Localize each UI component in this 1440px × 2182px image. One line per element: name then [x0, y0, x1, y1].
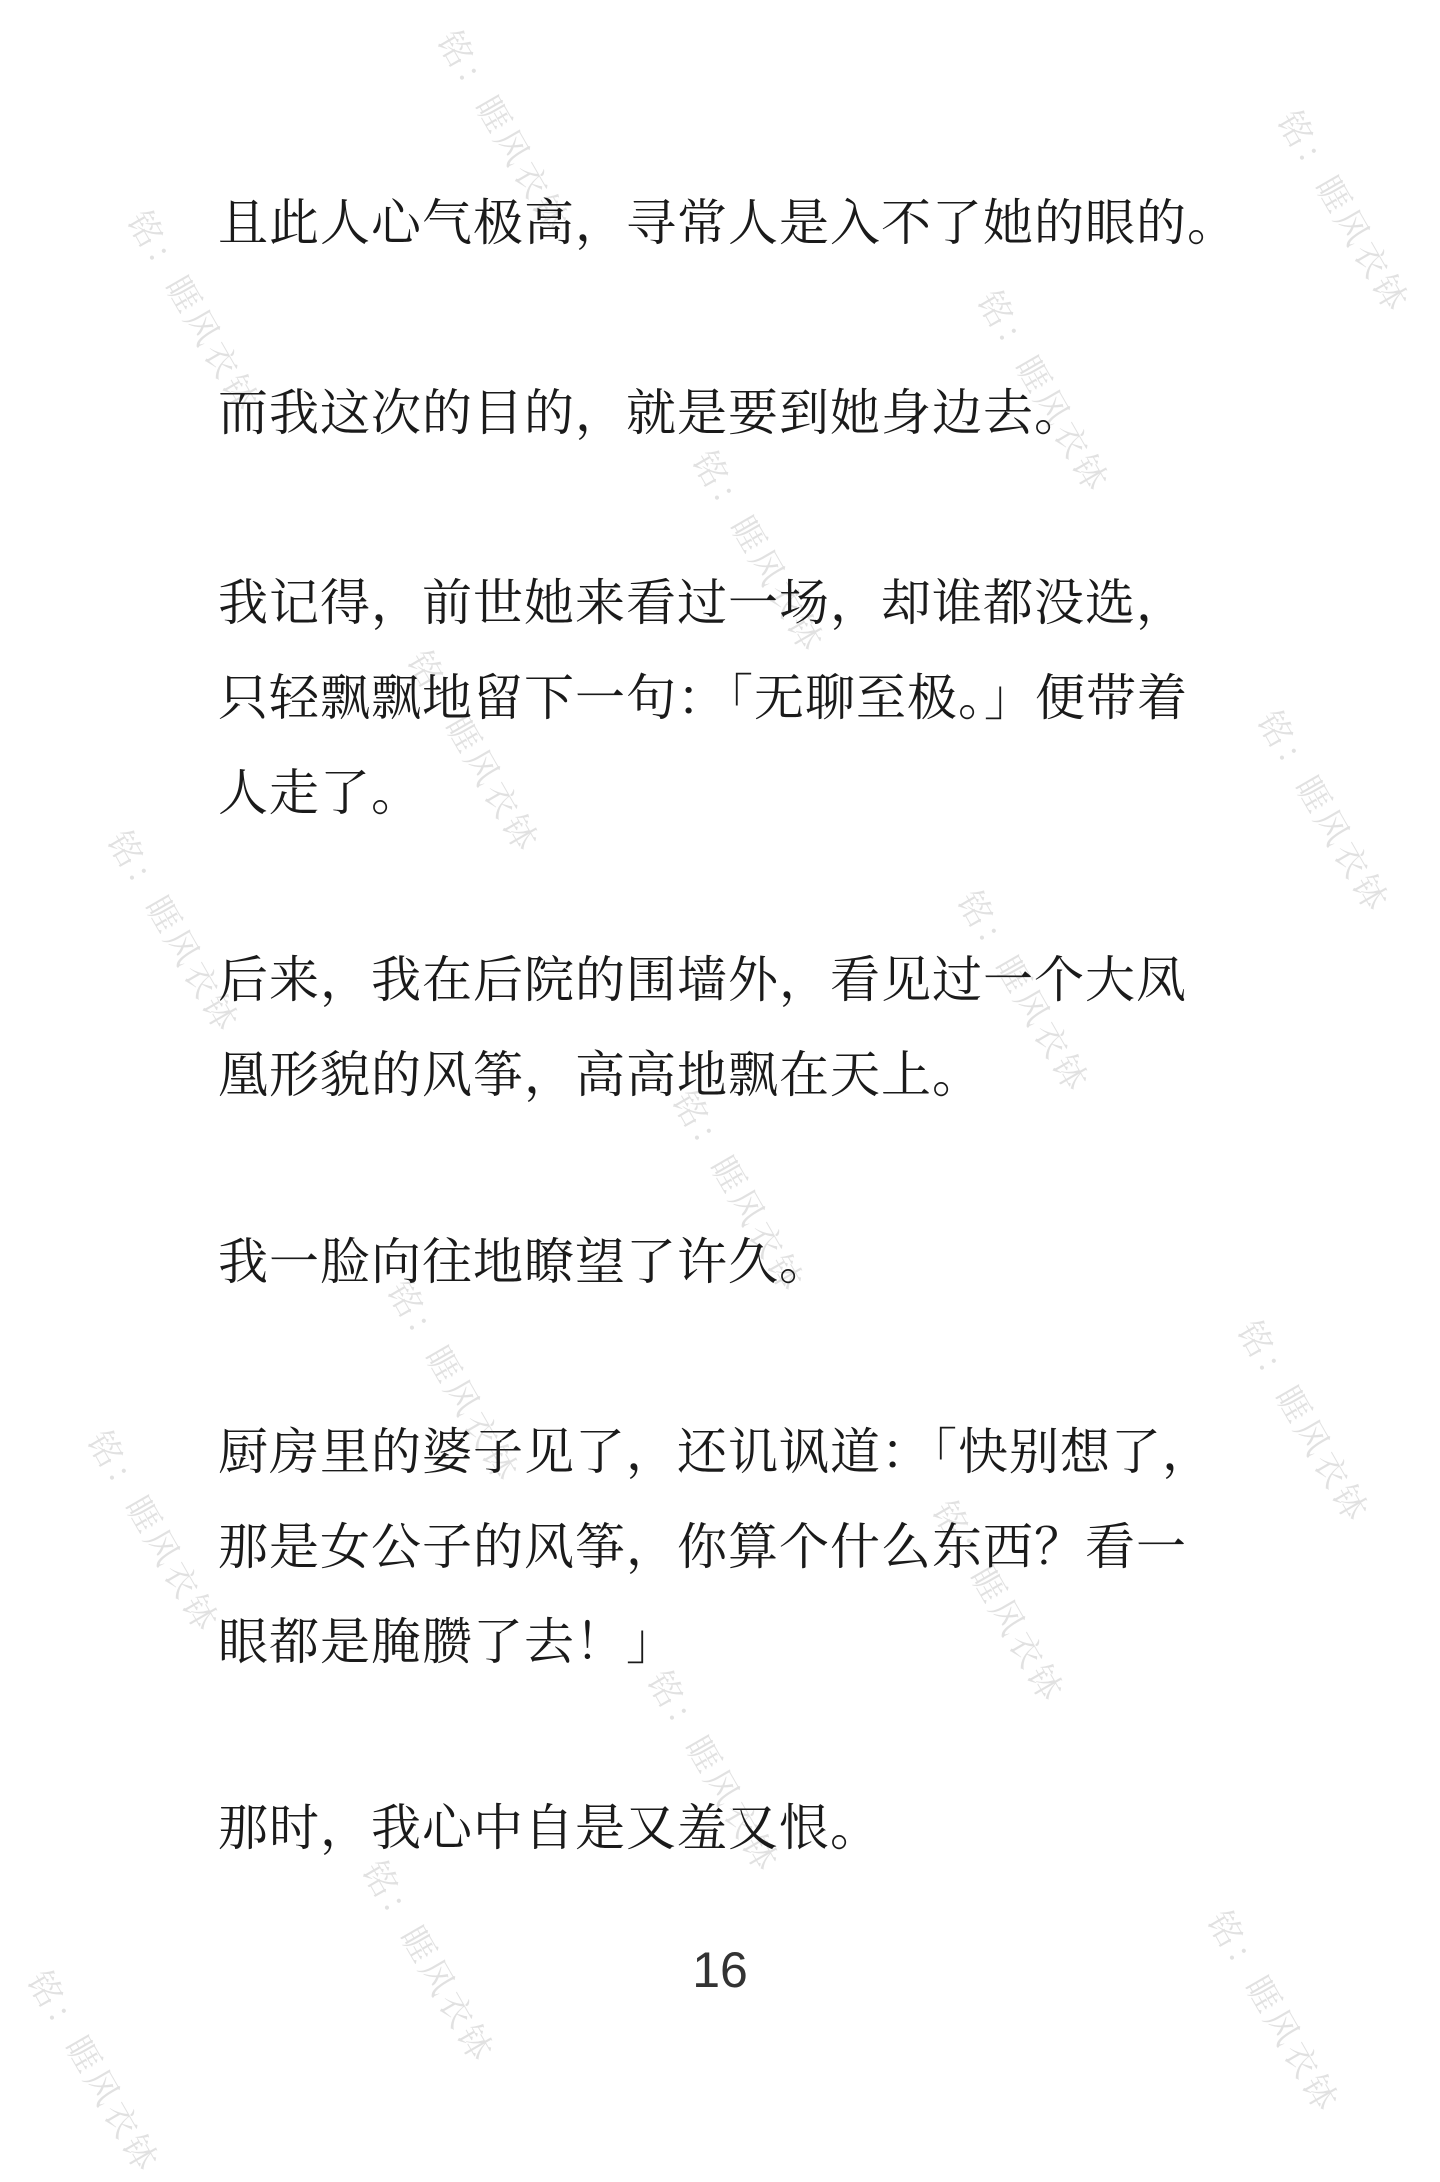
paragraph-line: 那是女公子的风筝，你算个什么东西？看一 [218, 1518, 1187, 1576]
watermark: 铭：睚风衣钵 [968, 284, 1118, 502]
watermark: 铭：睚风衣钵 [638, 1664, 788, 1882]
watermark: 铭：睚风衣钵 [683, 444, 833, 662]
watermark: 铭：睚风衣钵 [428, 24, 578, 242]
paragraph-line: 我记得，前世她来看过一场，却谁都没选， [218, 574, 1187, 632]
paragraph-line: 只轻飘飘地留下一句：「无聊至极。」便带着 [218, 669, 1188, 727]
watermark: 铭：睚风衣钵 [98, 824, 248, 1042]
watermark: 铭：睚风衣钵 [923, 1494, 1073, 1712]
paragraph-line: 且此人心气极高，寻常人是入不了她的眼的。 [218, 194, 1238, 252]
paragraph-line: 眼都是腌臜了去！」 [218, 1613, 677, 1671]
watermark: 铭：睚风衣钵 [948, 884, 1098, 1102]
watermark: 铭：睚风衣钵 [353, 1854, 503, 2072]
page-number: 16 [692, 1942, 748, 1998]
watermark: 铭：睚风衣钵 [663, 1084, 813, 1302]
paragraph [218, 556, 1258, 841]
watermark: 铭：睚风衣钵 [1228, 1314, 1378, 1532]
watermark: 铭：睚风衣钵 [118, 204, 268, 422]
watermark: 铭：睚风衣钵 [78, 1424, 228, 1642]
watermark: 铭：睚风衣钵 [18, 1964, 168, 2182]
watermark: 铭：睚风衣钵 [1268, 104, 1418, 322]
watermark: 铭：睚风衣钵 [398, 644, 548, 862]
paragraph [218, 366, 1258, 461]
paragraph [218, 1215, 1258, 1310]
watermark: 铭：睚风衣钵 [378, 1274, 528, 1492]
paragraph [218, 1781, 1258, 1876]
paragraph-line: 而我这次的目的，就是要到她身边去。 [218, 384, 1085, 442]
watermark: 铭：睚风衣钵 [1198, 1904, 1348, 2122]
watermark: 铭：睚风衣钵 [1248, 704, 1398, 922]
paragraph [218, 176, 1258, 271]
paragraph-line: 我一脸向往地瞭望了许久。 [218, 1233, 830, 1291]
paragraph [218, 933, 1258, 1123]
paragraph-line: 厨房里的婆子见了，还讥讽道：「快别想了， [218, 1423, 1213, 1481]
paragraph-line: 后来，我在后院的围墙外，看见过一个大凤 [218, 951, 1187, 1009]
paragraph-line: 人走了。 [218, 764, 422, 822]
paragraph [218, 1405, 1258, 1690]
paragraph-line: 凰形貌的风筝，高高地飘在天上。 [218, 1046, 983, 1104]
paragraph-line: 那时，我心中自是又羞又恨。 [218, 1799, 881, 1857]
